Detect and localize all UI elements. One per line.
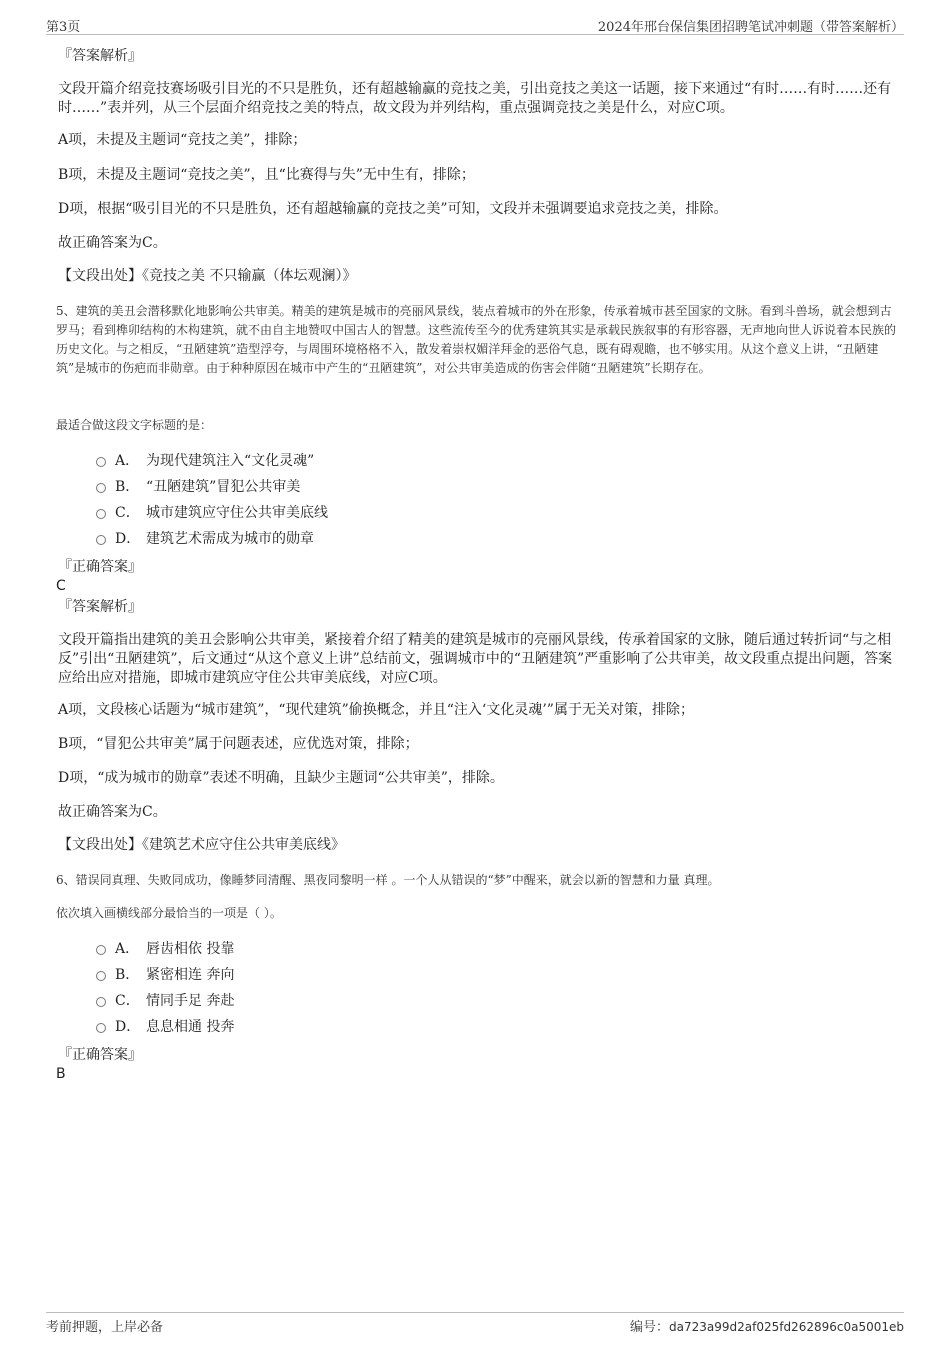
question-6-text: 6、错误同真理、失败同成功，像睡梦同清醒、黑夜同黎明一样 。一个人从错误的“梦”中醒来，就会以新的智慧和力量 真理。 <box>56 873 720 887</box>
analysis-option-a: A项，文段核心话题为“城市建筑”，“现代建筑”偷换概念，并且“注入‘文化灵魂’”属于无关对策，排除； <box>58 702 694 718</box>
radio-icon[interactable] <box>96 509 106 519</box>
code-label: 编号： <box>629 1320 669 1335</box>
question-5-options <box>56 449 656 553</box>
option-c[interactable]: C． 城市建筑应守住公共审美底线 <box>56 501 656 527</box>
option-b[interactable]: B． 紧密相连 奔向 <box>56 963 656 989</box>
correct-answer-value: C <box>56 578 66 594</box>
radio-icon[interactable] <box>96 1023 106 1033</box>
code-value: da723a99d2af025fd262896c0a5001eb <box>668 1320 904 1334</box>
question-6-prompt: 依次填入画横线部分最恰当的一项是（ ）。 <box>56 906 282 920</box>
analysis-option-b: B项，“冒犯公共审美”属于问题表述，应优选对策，排除； <box>58 736 419 752</box>
page-number: 第3页 <box>46 20 81 35</box>
analysis-conclusion: 故正确答案为C。 <box>58 804 167 820</box>
question-5-prompt: 最适合做这段文字标题的是： <box>56 418 213 432</box>
source-citation: 【文段出处】《建筑艺术应守住公共审美底线》 <box>58 837 345 853</box>
analysis-option-d: D项，根据“吸引目光的不只是胜负，还有超越输赢的竞技之美”可知，文段并未强调要追求竞技之美，排除。 <box>58 201 728 217</box>
correct-answer-label: 『正确答案』 <box>58 1047 142 1063</box>
analysis-conclusion: 故正确答案为C。 <box>58 235 167 251</box>
radio-icon[interactable] <box>96 535 106 545</box>
document-code <box>630 1316 904 1335</box>
source-citation: 【文段出处】《竞技之美 不只输赢（体坛观澜）》 <box>58 268 357 284</box>
analysis-option-d: D项，“成为城市的勋章”表述不明确，且缺少主题词“公共审美”，排除。 <box>58 770 504 786</box>
analysis-paragraph: 文段开篇指出建筑的美丑会影响公共审美，紧接着介绍了精美的建筑是城市的亮丽风景线，传承着国家的文脉，随后通过转折词“与之相反”引出“丑陋建筑”，后文通过“从这个意义上讲”总结前文，强调城市中的“丑陋建筑”严重影响了公共审美，故文段重点提出问题，答案应给出应对措施，即城市建筑应守住公共审美底线，对应C项。 <box>58 632 893 686</box>
radio-icon[interactable] <box>96 971 106 981</box>
analysis-paragraph: 文段开篇介绍竞技赛场吸引目光的不只是胜负，还有超越输赢的竞技之美，引出竞技之美这一话题，接下来通过“有时……有时……还有时……”表并列，从三个层面介绍竞技之美的特点，故文段为并列结构，重点强调竞技之美是什么，对应C项。 <box>58 81 892 116</box>
analysis-label-top: 『答案解析』 <box>58 48 142 64</box>
radio-icon[interactable] <box>96 997 106 1007</box>
correct-answer-label: 『正确答案』 <box>58 559 142 575</box>
radio-icon[interactable] <box>96 457 106 467</box>
analysis-label: 『答案解析』 <box>58 599 142 615</box>
correct-answer-value: B <box>56 1066 66 1082</box>
analysis-option-a: A项，未提及主题词“竞技之美”，排除； <box>58 132 307 148</box>
radio-icon[interactable] <box>96 945 106 955</box>
page-footer <box>46 1312 904 1333</box>
option-d[interactable]: D． 息息相通 投奔 <box>56 1015 656 1041</box>
option-c[interactable]: C． 情同手足 奔赴 <box>56 989 656 1015</box>
option-d[interactable]: D． 建筑艺术需成为城市的勋章 <box>56 527 656 553</box>
radio-icon[interactable] <box>96 483 106 493</box>
question-5-text: 5、建筑的美丑会潜移默化地影响公共审美。精美的建筑是城市的亮丽风景线，装点着城市的外在形象，传承着城市甚至国家的文脉。看到斗兽场，就会想到古罗马；看到榫卯结构的木构建筑，就不由自主地赞叹中国古人的智慧。这些流传至今的优秀建筑其实是承载民族叙事的有形容器，无声地向世人诉说着本民族的历史文化。与之相反，“丑陋建筑”造型浮夸，与周围环境格格不入，散发着崇权媚洋拜金的恶俗气息，既有碍观瞻，也不够实用。从这个意义上讲，“丑陋建筑”是城市的伤疤而非勋章。由于种种原因在城市中产生的“丑陋建筑”，对公共审美造成的伤害会伴随“丑陋建筑”长期存在。 <box>56 304 897 375</box>
page-header <box>46 14 904 35</box>
question-6-options <box>56 937 656 1041</box>
option-a[interactable]: A． 唇齿相依 投靠 <box>56 937 656 963</box>
footer-slogan: 考前押题，上岸必备 <box>46 1320 164 1335</box>
option-a[interactable]: A． 为现代建筑注入“文化灵魂” <box>56 449 656 475</box>
option-b[interactable]: B． “丑陋建筑”冒犯公共审美 <box>56 475 656 501</box>
analysis-option-b: B项，未提及主题词“竞技之美”，且“比赛得与失”无中生有，排除； <box>58 167 475 183</box>
document-title: 2024年邢台保信集团招聘笔试冲刺题（带答案解析） <box>597 20 904 35</box>
